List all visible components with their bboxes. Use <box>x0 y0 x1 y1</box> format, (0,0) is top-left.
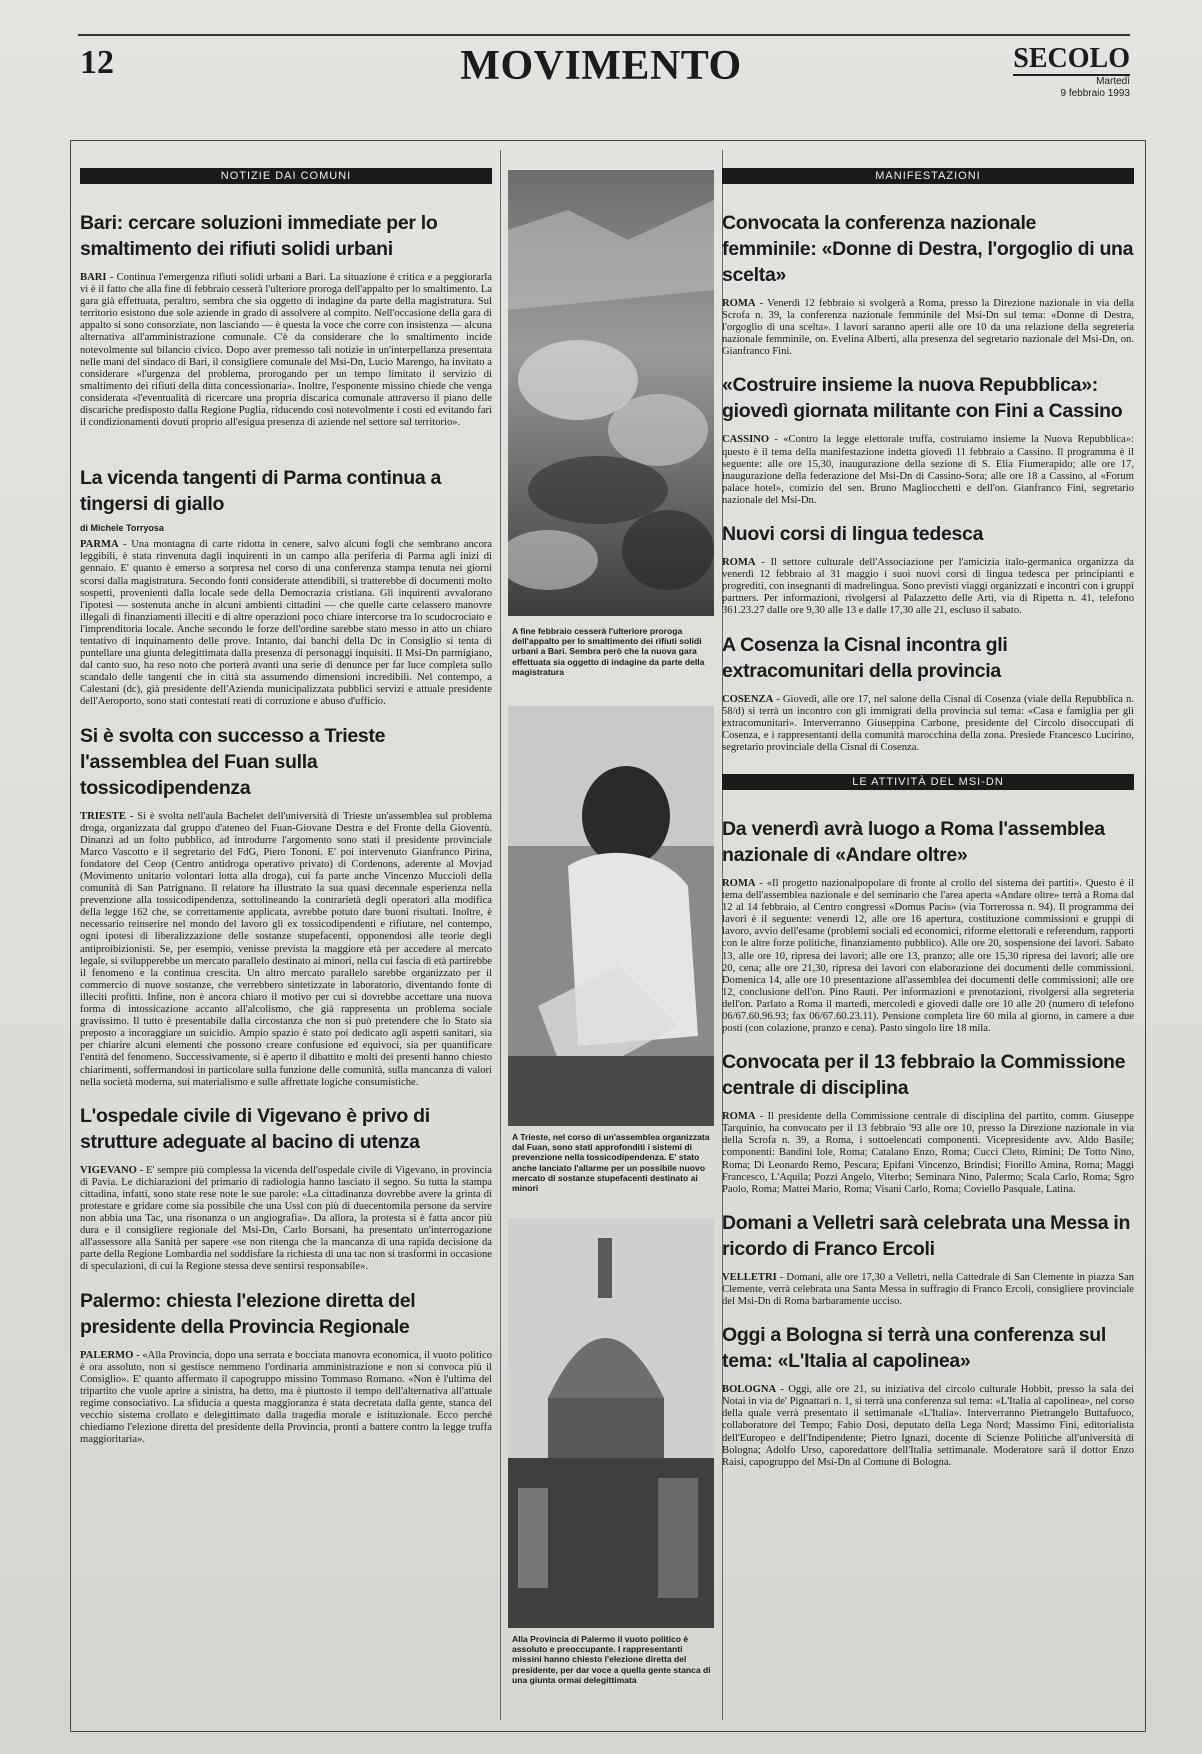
article-tedesco <box>722 521 1134 617</box>
article-headline: Bari: cercare soluzioni immediate per lo smaltimento dei rifiuti solidi urbani <box>80 212 438 260</box>
article-city: PALERMO <box>80 1349 134 1361</box>
article-city: CASSINO <box>722 434 770 446</box>
article-body: ROMA - «Il progetto nazionalpopolare di fronte al crollo del sistema dei partiti». Questo è il tema dell'assemblea nazionale e del seminario che l'area aperta «Andare oltre» terrà a Roma dal 12 al 14 febbraio, al Centro congressi «Domus Pacis» (via Torrerossa n. 94). Il programma dei lavori è il seguente: venerdì 12, alle ore 16 apertura, costituzione commissioni e gruppi di lavoro, avvio dell'esame (problemi sociali ed economici, riforme elettorali e referendum, rapporti con le altre forze politiche, finanziamento pubblico). Alle ore 20, sospensione dei lavori. Sabato 13, alle ore 10, ripresa dei lavori; alle ore 13, pranzo; alle ore 15,30 ripresa dei lavori; alle ore 20, cena; alle ore 21,30, ripresa dei lavori con elaborazione dei documenti delle commissioni. Domenica 14, alle ore 10 presentazione all'assemblea dei documenti delle commissioni; alle ore 12, conclusione dell'on. Pino Rauti. Per informazioni e prenotazioni, rivolgersi alla segreteria dell'on. Parlato a Roma il martedì, mercoledì e giovedì dalle ore 10 alle 20 (numero di telefono 06/67.60.96.93; fax 06/67.60.23.11). Pensione completa lire 60 mila al giorno, in camere a due posti (con colazione, pranzo e cena). Pasto singolo lire 18 mila. <box>722 877 1134 1035</box>
article-velletri <box>722 1210 1134 1308</box>
article-headline: Si è svolta con successo a Trieste l'assemblea del Fuan sulla tossicodipendenza <box>80 724 386 799</box>
article-city: VIGEVANO <box>80 1164 137 1176</box>
article-text: Una montagna di carte ridotta in cenere, salvo alcuni fogli che sembrano ancora leggibili, è stata rinvenuta dagli inquirenti in un campo alla periferia di Parma agli inizi di gennaio. E' quanto è emerso a sorpresa nel corso di una conferenza stampa tenuta nei giorni scorsi dalla magistratura. Secondo fonti considerate attendibili, si tratterebbe di documenti molto sospetti, provenienti dalla locale sede della Democrazia cristiana. Gli inquirenti avvalorano l'ipotesi — sostenuta anche in alcuni ambienti cittadini — che quelle carte celassero manovre illegali di finanziamenti illeciti e di altre operazioni poco chiare intercorse tra lo scudocrociato e l'imprenditoria locale. Anche secondo le forze dell'ordine sarebbe stato messo in atto un chiaro tentativo di inquinamento delle prove. Intanto, dai banchi della Dc in Consiglio si tenta di puntellare una giunta delegittimata dalla presenza di personaggi inquisiti. Il Msi-Dn parmigiano, dal canto suo, ha reso noto che porterà avanti una serie di denunce per far luce completa sullo scandalo delle tangenti che in città sta assumendo dimensioni incredibili. Nel contempo, a Calestani (dc), già presidente dell'Azienda municipalizzata pubblici servizi e attuale presidente dell'Aeroporto, sono stati contestati reati di corruzione e abuso d'ufficio. <box>80 539 492 708</box>
article-cassino <box>722 372 1134 507</box>
article-headline: Convocata per il 13 febbraio la Commissione centrale di disciplina <box>722 1051 1126 1100</box>
article-text: E' sempre più complessa la vicenda dell'ospedale civile di Vigevano, in provincia di Pavia. Le dichiarazioni del primario di radiologia hanno lasciato il segno. Su tutta la stampa cittadina, infatti, sono state rese note le sue parole: «La cittadinanza dovrebbe avere la grinta di protestare e gridare come sia possibile che una Ussl con più di duecentomila persone da servire non abbia una Tac, una risonanza o un angiografia». Da allora, la protesta si è fatta ancor più dura e il consigliere regionale del Msi-Dn, Carlo Borsani, ha presentato un'interrogazione all'assessore alla Sanità per sapere «se non ritenga che la mancanza di una rapida decisione da parte della Regione Lombardia nel soddisfare la richiesta di una tac non si trasformi in occasione di speculazioni, di cui la Regione stessa deve sentirsi responsabile». <box>80 1164 492 1273</box>
right-column <box>722 168 1134 1483</box>
article-headline: «Costruire insieme la nuova Repubblica»: giovedì giornata militante con Fini a Cassino <box>722 374 1123 423</box>
article-headline: Convocata la conferenza nazionale femminile: «Donne di Destra, l'orgoglio di una scelta» <box>722 212 1134 286</box>
article-body: VIGEVANO - E' sempre più complessa la vicenda dell'ospedale civile di Vigevano, in provincia di Pavia. Le dichiarazioni del primario di radiologia hanno lasciato il segno. Su tutta la stampa cittadina, infatti, sono state rese note le sue parole: «La cittadinanza dovrebbe avere la grinta di protestare e gridare come sia possibile che una Ussl con più di duecentomila persone da servire non abbia una Tac, una risonanza o un angiografia». Da allora, la protesta si è fatta ancor più dura e il consigliere regionale del Msi-Dn, Carlo Borsani, ha presentato un'interrogazione all'assessore alla Sanità per sapere «se non ritenga che la mancanza di una rapida decisione da parte della Regione Lombardia nel soddisfare la richiesta di una tac non si trasformi in occasione di speculazioni, di cui la Regione stessa deve sentirsi responsabile». <box>80 1164 492 1273</box>
article-text: «Il progetto nazionalpopolare di fronte al crollo del sistema dei partiti». Questo è il tema dell'assemblea nazionale e del seminario che l'area aperta «Andare oltre» terrà a Roma dal 12 al 14 febbraio, al Centro congressi «Domus Pacis» (via Torrerossa n. 94). Il programma dei lavori è il seguente: venerdì 12, alle ore 16 apertura, costituzione commissioni e gruppi di lavoro, avvio dell'esame (problemi sociali ed economici, riforme elettorali e referendum, rapporti con le altre forze politiche, finanziamento pubblico). Alle ore 20, sospensione dei lavori. Sabato 13, alle ore 10, ripresa dei lavori; alle ore 13, pranzo; alle ore 15,30 ripresa dei lavori; alle ore 20, cena; alle ore 21,30, ripresa dei lavori con elaborazione dei documenti delle commissioni. Domenica 14, alle ore 10 presentazione all'assemblea dei documenti delle commissioni; alle ore 12, conclusione dell'on. Pino Rauti. Per informazioni e prenotazioni, rivolgersi alla segreteria dell'on. Parlato a Roma il martedì, mercoledì e giovedì dalle ore 10 alle 20 (numero di telefono 06/67.60.96.93; fax 06/67.60.23.11). Pensione completa lire 60 mila al giorno, in camere a due posti (con colazione, pranzo e cena). Pasto singolo lire 18 mila. <box>722 877 1134 1035</box>
article-text: Oggi, alle ore 21, su iniziativa del circolo culturale Hobbit, presso la sala dei Notai in via de' Pignattari n. 1, si terrà una conferenza sul tema: «L'Italia al capolinea», nel corso della quale verrà presentato il settimanale «L'Italia». Interverranno Pietrangelo Buttafuoco, collaboratore del Tempo; Fabio Dosi, deputato della Lega Nord; Massimo Fini, editorialista dell'Europeo e dell'Indipendente; Pietro Ignazi, docente di Scienze Politiche all'università di Bologna; Adolfo Urso, caporedattore dell'Italia settimanale. Moderatore sarà il dottor Enzo Raisi, capogruppo del Msi-Dn al Comune di Bologna. <box>722 1384 1134 1468</box>
article-text: Venerdì 12 febbraio si svolgerà a Roma, presso la Direzione nazionale in via della Scrofa n. 39, la conferenza nazionale femminile del Msi-Dn sul tema: «Donne di Destra, l'orgoglio di una scelta». I lavori saranno aperti alle ore 10 da una relazione della segreteria nazionale femminile, on. Evelina Alberti, alla presenza del segretario nazionale del Msi-Dn, on. Gianfranco Fini. <box>722 298 1134 358</box>
article-cosenza <box>722 632 1134 754</box>
article-city: ROMA <box>722 1111 756 1123</box>
photo-person <box>508 706 714 1126</box>
article-conferenza-femminile <box>722 210 1134 358</box>
article-city: COSENZA <box>722 693 774 705</box>
article-disciplina <box>722 1049 1134 1196</box>
article-text: Si è svolta nell'aula Bachelet dell'università di Trieste un'assemblea sul problema droga, organizzata dal gruppo d'ateneo del Fuan-Giovane Destra e del Fronte della Gioventù. Dinanzi ad un folto pubblico, ad introdurre l'argomento sono stati il presidente provinciale Marco Vascotto e il segretario del FdG, Piero Tononi. E' poi intervenuto Gianfranco Pirina, fondatore del Ceop (Centro antidroga operativo privato) di Cordenons, aderente al Movjad (Movimento unitario volontari lotta alla droga), cui fa parte anche Vincenzo Muccioli della comunità di San Patrignano. Il relatore ha illustrato la sua quasi decennale esperienza nella prevenzione alla tossicodipendenza, sottolineando la contrarietà degli operatori alla modifica della legge 162 che, se correttamente applicata, avrebbe potuto dare buoni risultati. Inoltre, è necessario reinserire nel mondo del lavoro gli ex tossicodipendenti e rifiutare, nel contempo, ogni ipotesi di liberalizzazione delle sostanze stupefacenti, opponendosi alle teorie degli antiproibizionisti. Se, per esempio, venisse prevista la maggiore età per accedere al mercato legale, si svilupperebbe un mercato parallelo destinato ai minori, nella cui fascia di età partirebbe il fenomeno e la continua crescita. Un altro mercato parallelo sarebbe organizzato per il commercio di nuove sostanze, che verrebbero sintetizzate in laboratorio, diventando fonte di illeciti profitti. Infine, non è ancora chiaro il motivo per cui si dovrebbe accettare una nuova forma di intossicazione accanto all'alcolismo, che già rappresenta un problema sociale gravissimo. Il tutto è presentabile dalla circostanza che non si può pretendere che lo Stato sia preposto a incoraggiare un suicidio. Ampio spazio è stato poi dedicato agli aspetti sanitari, sia per chiarire alcuni elementi che possono creare confusione ed equivoci, sia per quantificare l'entità del fenomeno. Successivamente, si è aperto il dibattito e molti dei presenti hanno chiesto chiarimenti, soffermandosi in particolare sulla funzione delle comunità, sulla mancanza di valori nella società moderna, sui materialismo e sulle affrettate logiche consumistiche. <box>80 810 492 1088</box>
article-city: VELLETRI <box>722 1271 777 1283</box>
article-bari <box>80 210 492 429</box>
article-text: Il presidente della Commissione centrale di disciplina del partito, comm. Giuseppe Tarquinio, ha convocato per il 13 febbraio '93 alle ore 10, presso la Direzione nazionale in via della Scrofa n. 39, a Roma, i sottoelencati componenti. Vicepresidente avv. Aldo Basile; componenti: Bandini Iole, Roma; Catalano Enzo, Roma; Cucci Cleto, Rimini; De Totto Nino, Roma; Di Leonardo Remo, Pescara; Epifani Vincenzo, Brindisi; Fiorillo Amina, Roma; Maggi Francesco, L'Aquila; Pozzi Angelo, Viterbo; Seminara Nino, Palermo; Scala Carlo, Roma; Sgro Paolo, Roma; Mattei Mario, Roma; Visani Carlo, Roma; Coviello Pasquale, Latina. <box>722 1111 1134 1195</box>
article-body: BARI - Continua l'emergenza rifiuti solidi urbani a Bari. La situazione è critica e a peggiorarla vi è il fatto che alla fine di febbraio cesserà l'ulteriore proroga dell'appalto per lo smaltimento. La gara già effettuata, peraltro, sembra che sia oggetto di indagine da parte della magistratura. Sul territorio esistono due sole aziende in grado di assolvere al compito. Nell'occasione della gara di appalto si sono consorziate, non lasciando — è questa la voce che corre con insistenza — alcuna alternativa all'amministrazione comunale. C'è da considerare che lo smaltimento incide notevolmente sul bilancio civico. Dopo aver premesso tali notizie in un'interpellanza presentata nelle mani del sindaco di Bari, il consigliere comunale del Msi-Dn, Lucio Marengo, ha invitato a considerare «l'urgenza del problema, prorogando per un tempo limitato il servizio di smaltimento dei rifiuti della ditta concessionaria». Inoltre, l'esponente missino chiede che venga considerata «l'eventualità di ricercare una propria discarica comunale attraverso il piano delle discariche predisposto dalla Regione Puglia, riducendo così notevolmente i costi ed evitando fari il condizionamenti dovuti proprio all'esigua presenza di aziende nel settore sul territorio». <box>80 272 492 429</box>
article-text: «Contro la legge elettorale truffa, costruiamo insieme la Nuova Repubblica»: questo è il tema della manifestazione indetta giovedì 11 febbraio a Cassino. Il programma è il seguente: alle ore 15,30, inaugurazione della sezione di S. Elia Fiumerapido; alle ore 17, inaugurazione della federazione del Msi-Dn di Cassino-Sora; alle ore 18 a Cassino, al «Forum palace hotel», comizio del sen. Bruno Magliocchetti e dell'on. Gianfranco Fini, segretario nazionale del Msi-Dn. <box>722 434 1134 506</box>
photo-garbage <box>508 170 714 616</box>
photo-caption: A Trieste, nel corso di un'assemblea organizzata dal Fuan, sono stati approfonditi i sistemi di prevenzione nella tossicodipendenza. E' stato anche lanciato l'allarme per un possibile nuovo mercato di sostanze stupefacenti destinato ai minori <box>512 1132 710 1194</box>
left-column <box>80 168 492 1460</box>
article-city: PARMA <box>80 539 119 551</box>
masthead <box>1013 44 1130 100</box>
article-vigevano <box>80 1103 492 1274</box>
article-text: Il settore culturale dell'Associazione per l'amicizia italo-germanica organizza da venerdì 12 febbraio al 31 maggio i suoi nuovi corsi di lingua tedesca per principianti e progrediti, con insegnanti di madrelingua. Sono previsti viaggi organizzati e incontri con i gruppi partners. Per informazioni, rivolgersi al Palazzetto delle Arti, via di Ripetta n. 41, telefono 361.23.27 dalle ore 9,30 alle 13 e dalle 17,30 alle 21, escluso il sabato. <box>722 557 1134 617</box>
article-body: TRIESTE - Si è svolta nell'aula Bachelet dell'università di Trieste un'assemblea sul problema droga, organizzata dal gruppo d'ateneo del Fuan-Giovane Destra e del Fronte della Gioventù. Dinanzi ad un folto pubblico, ad introdurre l'argomento sono stati il presidente provinciale Marco Vascotto e il segretario del FdG, Piero Tononi. E' poi intervenuto Gianfranco Pirina, fondatore del Ceop (Centro antidroga operativo privato) di Cordenons, aderente al Movjad (Movimento unitario volontari lotta alla droga), cui fa parte anche Vincenzo Muccioli della comunità di San Patrignano. Il relatore ha illustrato la sua quasi decennale esperienza nella prevenzione alla tossicodipendenza, sottolineando la contrarietà degli operatori alla modifica della legge 162 che, se correttamente applicata, avrebbe potuto dare buoni risultati. Inoltre, è necessario reinserire nel mondo del lavoro gli ex tossicodipendenti e rifiutare, nel contempo, ogni ipotesi di liberalizzazione delle sostanze stupefacenti, opponendosi alle teorie degli antiproibizionisti. Se, per esempio, venisse prevista la maggiore età per accedere al mercato legale, si svilupperebbe un mercato parallelo destinato ai minori, nella cui fascia di età partirebbe il fenomeno e la continua crescita. Un altro mercato parallelo sarebbe organizzato per il commercio di nuove sostanze, che verrebbero sintetizzate in laboratorio, diventando fonte di illeciti profitti. Infine, non è ancora chiaro il motivo per cui si dovrebbe accettare una nuova forma di intossicazione accanto all'alcolismo, che già rappresenta un problema sociale gravissimo. Il tutto è presentabile dalla circostanza che non si può pretendere che lo Stato sia preposto a incoraggiare un suicidio. Ampio spazio è stato poi dedicato agli aspetti sanitari, sia per chiarire alcuni elementi che possono creare confusione ed equivoci, sia per quantificare l'entità del fenomeno. Successivamente, si è aperto il dibattito e molti dei presenti hanno chiesto chiarimenti, soffermandosi in particolare sulla funzione delle comunità, sulla mancanza di valori nella società moderna, sui materialismo e sulle affrettate logiche consumistiche. <box>80 810 492 1088</box>
article-text: Domani, alle ore 17,30 a Velletri, nella Cattedrale di San Clemente in piazza San Clemente, verrà celebrata una Santa Messa in suffragio di Franco Ercoli, consigliere provinciale del Msi-Dn di Roma barbaramente ucciso. <box>722 1271 1134 1308</box>
photo-caption: A fine febbraio cesserà l'ulteriore proroga dell'appalto per lo smaltimento dei rifiuti solidi urbani a Bari. Sembra però che la nuova gara effettuata sia oggetto di indagine da parte della magistratura <box>512 626 705 677</box>
header-rule <box>78 34 1130 36</box>
article-trieste <box>80 723 492 1089</box>
article-parma <box>80 465 492 708</box>
article-city: BOLOGNA <box>722 1384 777 1396</box>
article-body: ROMA - Il presidente della Commissione centrale di disciplina del partito, comm. Giuseppe Tarquinio, ha convocato per il 13 febbraio '93 alle ore 10, presso la Direzione nazionale in via della Scrofa n. 39, a Roma, i sottoelencati componenti. Vicepresidente avv. Aldo Basile; componenti: Bandini Iole, Roma; Catalano Enzo, Roma; Cucci Cleto, Rimini; De Totto Nino, Roma; Di Leonardo Remo, Pescara; Epifani Vincenzo, Brindisi; Fiorillo Amina, Roma; Maggi Francesco, L'Aquila; Pozzi Angelo, Viterbo; Seminara Nino, Palermo; Scala Carlo, Roma; Sgro Paolo, Roma; Mattei Mario, Roma; Visani Carlo, Roma; Coviello Pasquale, Latina. <box>722 1111 1134 1195</box>
section-label-notizie: NOTIZIE DAI COMUNI <box>80 168 492 184</box>
masthead-date: 9 febbraio 1993 <box>1060 88 1130 99</box>
article-text: Giovedì, alle ore 17, nel salone della Cisnal di Cosenza (viale della Repubblica n. 58/d) si terrà un incontro con gli immigrati della provincia sul tema: «Casa e famiglia per gli extracomunitari». Interverranno Giuseppina Carbone, presidente del Circolo disoccupati di Cosenza, e i rappresentanti della comunità marocchina della zona. Presiede Francesco Lucirino, segretario provinciale della Cisnal di Cosenza. <box>722 693 1134 753</box>
article-headline: Nuovi corsi di lingua tedesca <box>722 523 984 546</box>
article-city: TRIESTE <box>80 810 126 822</box>
column-divider <box>500 150 501 1720</box>
photo-cathedral <box>508 1218 714 1628</box>
article-city: BARI <box>80 272 107 283</box>
article-body: BOLOGNA - Oggi, alle ore 21, su iniziativa del circolo culturale Hobbit, presso la sala dei Notai in via de' Pignattari n. 1, si terrà una conferenza sul tema: «L'Italia al capolinea», nel corso della quale verrà presentato il settimanale «L'Italia». Interverranno Pietrangelo Buttafuoco, collaboratore del Tempo; Fabio Dosi, deputato della Lega Nord; Massimo Fini, editorialista dell'Europeo e dell'Indipendente; Pietro Ignazi, docente di Scienze Politiche all'università di Bologna; Adolfo Urso, caporedattore dell'Italia settimanale. Moderatore sarà il dottor Enzo Raisi, capogruppo del Msi-Dn al Comune di Bologna. <box>722 1384 1134 1468</box>
article-body: PALERMO - «Alla Provincia, dopo una serrata e bocciata manovra economica, il vuoto politico è ora assoluto, non si gestisce nemmeno l'ordinaria amministrazione e non si convoca più il Consiglio». E' quanto affermato il capogruppo missino Tommaso Romano. «Non è l'ultima del tripartito che vuole aprire a sinistra, ha detto, ma è piuttosto il tempo dell'alternativa all'attuale regime consociativo. La sfiducia a questa maggioranza è stata decretata dalla gente, stanca del vecchio sistema crollato e delegittimato dalla tragedia morale e istituzionale. Ecco perché chiediamo l'elezione diretta del presidente della Provincia, pronti a battere contro la legge truffa maggioritaria». <box>80 1349 492 1446</box>
article-byline: di Michele Torryosa <box>80 523 164 534</box>
article-body: COSENZA - Giovedì, alle ore 17, nel salone della Cisnal di Cosenza (viale della Repubblica n. 58/d) si terrà un incontro con gli immigrati della provincia sul tema: «Casa e famiglia per gli extracomunitari». Interverranno Giuseppina Carbone, presidente del Circolo disoccupati di Cosenza, e i rappresentanti della comunità marocchina della zona. Presiede Francesco Lucirino, segretario provinciale della Cisnal di Cosenza. <box>722 693 1134 753</box>
masthead-day: Martedì <box>1096 76 1130 87</box>
article-headline: A Cosenza la Cisnal incontra gli extracomunitari della provincia <box>722 633 1008 682</box>
section-label-attivita: LE ATTIVITÀ DEL MSI-DN <box>722 774 1134 790</box>
masthead-logo: SECOLO <box>1013 43 1130 74</box>
article-city: ROMA <box>722 557 756 569</box>
article-headline: L'ospedale civile di Vigevano è privo di strutture adeguate al bacino di utenza <box>80 1104 430 1153</box>
article-headline: Palermo: chiesta l'elezione diretta del presidente della Provincia Regionale <box>80 1289 416 1338</box>
article-body: VELLETRI - Domani, alle ore 17,30 a Velletri, nella Cattedrale di San Clemente in piazza San Clemente, verrà celebrata una Santa Messa in suffragio di Franco Ercoli, consigliere provinciale del Msi-Dn di Roma barbaramente ucciso. <box>722 1271 1134 1308</box>
article-palermo <box>80 1288 492 1447</box>
article-body: PARMA - Una montagna di carte ridotta in cenere, salvo alcuni fogli che sembrano ancora leggibili, è stata rinvenuta dagli inquirenti in un campo alla periferia di Parma agli inizi di gennaio. E' quanto è emerso a sorpresa nel corso di una conferenza stampa tenuta nei giorni scorsi dalla magistratura. Secondo fonti considerate attendibili, si tratterebbe di documenti molto sospetti, provenienti dalla locale sede della Democrazia cristiana. Gli inquirenti avvalorano l'ipotesi — sostenuta anche in alcuni ambienti cittadini — che quelle carte celassero manovre illegali di finanziamenti illeciti e di altre operazioni poco chiare intercorse tra lo scudocrociato e l'imprenditoria locale. Anche secondo le forze dell'ordine sarebbe stato messo in atto un chiaro tentativo di inquinamento delle prove. Intanto, dai banchi della Dc in Consiglio si tenta di puntellare una giunta delegittimata dalla presenza di personaggi inquisiti. Il Msi-Dn parmigiano, dal canto suo, ha reso noto che porterà avanti una serie di denunce per far luce completa sullo scandalo delle tangenti che in città sta assumendo dimensioni incredibili. Nel contempo, a Calestani (dc), già presidente dell'Azienda municipalizzata pubblici servizi e attuale presidente dell'Aeroporto, sono stati contestati reati di corruzione e abuso d'ufficio. <box>80 539 492 708</box>
section-title: MOVIMENTO <box>460 43 742 89</box>
section-label-manifestazioni: MANIFESTAZIONI <box>722 168 1134 184</box>
article-headline: La vicenda tangenti di Parma continua a tingersi di giallo <box>80 467 442 516</box>
article-text: «Alla Provincia, dopo una serrata e bocciata manovra economica, il vuoto politico è ora assoluto, non si gestisce nemmeno l'ordinaria amministrazione e non si convoca più il Consiglio». E' quanto affermato il capogruppo missino Tommaso Romano. «Non è l'ultima del tripartito che vuole aprire a sinistra, ha detto, ma è piuttosto il tempo dell'alternativa all'attuale regime consociativo. La sfiducia a questa maggioranza è stata decretata dalla gente, stanca del vecchio sistema crollato e delegittimato dalla tragedia morale e istituzionale. Ecco perché chiediamo l'elezione diretta del presidente della Provincia, pronti a battere contro la legge truffa maggioritaria». <box>80 1349 492 1446</box>
article-city: ROMA <box>722 298 756 309</box>
article-body: CASSINO - «Contro la legge elettorale truffa, costruiamo insieme la Nuova Repubblica»: questo è il tema della manifestazione indetta giovedì 11 febbraio a Cassino. Il programma è il seguente: alle ore 15,30, inaugurazione della sezione di S. Elia Fiumerapido; alle ore 17, inaugurazione della federazione del Msi-Dn di Cassino-Sora; alle ore 18 a Cassino, al «Forum palace hotel», comizio del sen. Bruno Magliocchetti e dell'on. Gianfranco Fini, segretario nazionale del Msi-Dn. <box>722 434 1134 506</box>
page-number: 12 <box>80 44 114 81</box>
article-headline: Domani a Velletri sarà celebrata una Messa in ricordo di Franco Ercoli <box>722 1211 1131 1260</box>
article-text: Continua l'emergenza rifiuti solidi urbani a Bari. La situazione è critica e a peggiorarla vi è il fatto che alla fine di febbraio cesserà l'ulteriore proroga dell'appalto per lo smaltimento. La gara già effettuata, peraltro, sembra che sia oggetto di indagine da parte della magistratura. Sul territorio esistono due sole aziende in grado di assolvere al compito. Nell'occasione della gara di appalto si sono consorziate, non lasciando — è questa la voce che corre con insistenza — alcuna alternativa all'amministrazione comunale. C'è da considerare che lo smaltimento incide notevolmente sul bilancio civico. Dopo aver premesso tali notizie in un'interpellanza presentata nelle mani del sindaco di Bari, il consigliere comunale del Msi-Dn, Lucio Marengo, ha invitato a considerare «l'urgenza del problema, prorogando per un tempo limitato il servizio di smaltimento dei rifiuti della ditta concessionaria». Inoltre, l'esponente missino chiede che venga considerata «l'eventualità di ricercare una propria discarica comunale attraverso il piano delle discariche predisposto dalla Regione Puglia, riducendo così notevolmente i costi ed evitando fari il condizionamenti dovuti proprio all'esigua presenza di aziende nel settore sul territorio». <box>80 272 492 429</box>
article-bologna <box>722 1322 1134 1469</box>
photo-caption: Alla Provincia di Palermo il vuoto politico è assoluto e preoccupante. I rappresentanti missini hanno chiesto l'elezione diretta del presidente, per dar voce a quella gente stanca di una giunta ormai delegittimata <box>512 1634 711 1685</box>
article-city: ROMA <box>722 877 756 889</box>
article-andare-oltre <box>722 816 1134 1035</box>
article-body: ROMA - Venerdì 12 febbraio si svolgerà a Roma, presso la Direzione nazionale in via della Scrofa n. 39, la conferenza nazionale femminile del Msi-Dn sul tema: «Donne di Destra, l'orgoglio di una scelta». I lavori saranno aperti alle ore 10 da una relazione della segreteria nazionale femminile, on. Evelina Alberti, alla presenza del segretario nazionale del Msi-Dn, on. Gianfranco Fini. <box>722 298 1134 358</box>
article-body: ROMA - Il settore culturale dell'Associazione per l'amicizia italo-germanica organizza da venerdì 12 febbraio al 31 maggio i suoi nuovi corsi di lingua tedesca per principianti e progrediti, con insegnanti di madrelingua. Sono previsti viaggi organizzati e incontri con i gruppi partners. Per informazioni, rivolgersi al Palazzetto delle Arti, via di Ripetta n. 41, telefono 361.23.27 dalle ore 9,30 alle 13 e dalle 17,30 alle 21, escluso il sabato. <box>722 557 1134 617</box>
article-headline: Oggi a Bologna si terrà una conferenza sul tema: «L'Italia al capolinea» <box>722 1324 1106 1373</box>
article-headline: Da venerdì avrà luogo a Roma l'assemblea nazionale di «Andare oltre» <box>722 817 1105 866</box>
